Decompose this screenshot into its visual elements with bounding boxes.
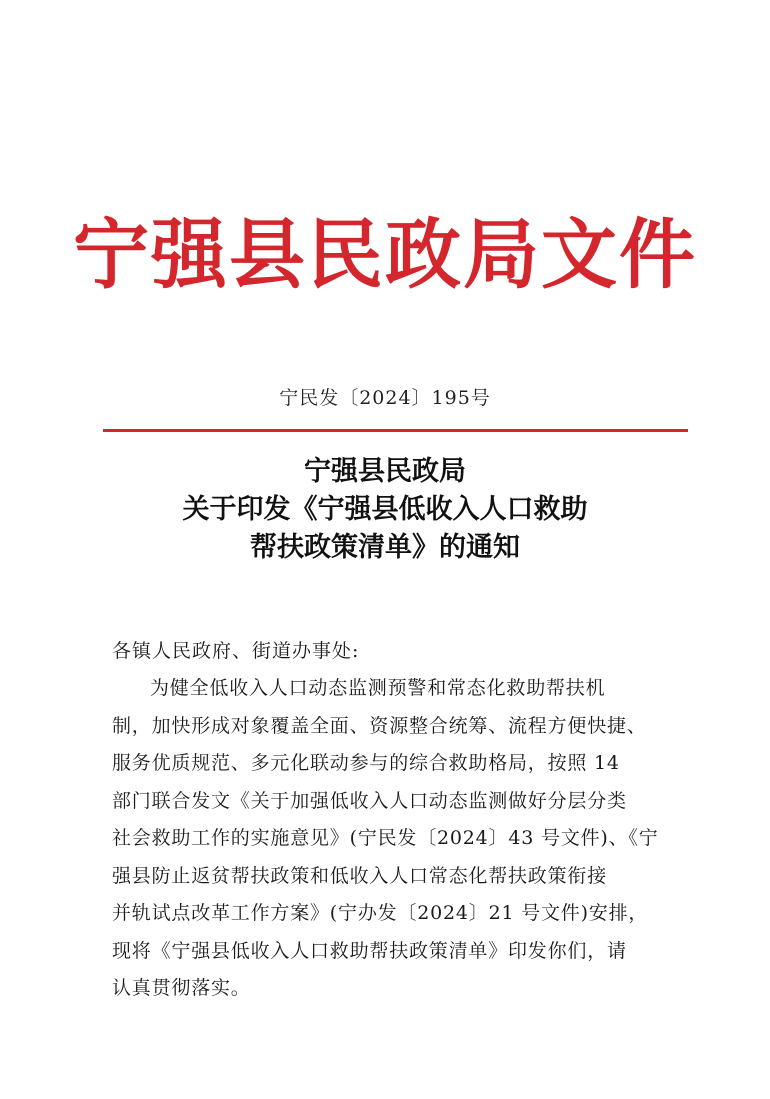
body-line: 为健全低收入人口动态监测预警和常态化救助帮扶机 [150,677,606,699]
body-line: 服务优质规范、多元化联动参与的综合救助格局，按照 14 [112,752,620,774]
salutation: 各镇人民政府、街道办事处: [112,640,360,662]
body-line: 现将《宁强县低收入人口救助帮扶政策清单》印发你们，请 [112,939,627,962]
document-number: 宁民发〔2024〕195号 [279,387,491,409]
body-line: 并轨试点改革工作方案》(宁办发〔2024〕21 号文件)安排， [112,902,649,924]
body-line: 认真贯彻落实。 [112,977,251,999]
notice-title [0,453,770,567]
red-divider-line [103,429,688,432]
body-line: 部门联合发文《关于加强低收入人口动态监测做好分层分类 [112,789,627,812]
body-line: 制，加快形成对象覆盖全面、资源整合统筹、流程方便快捷、 [112,714,647,737]
notice-title-line-2: 关于印发《宁强县低收入人口救助 [182,494,588,525]
body-line: 社会救助工作的实施意见》(宁民发〔2024〕43 号文件)、《宁 [112,827,659,849]
body-paragraph [112,670,667,1008]
document-header-title: 宁强县民政局文件 [73,210,697,299]
body-line: 强县防止返贫帮扶政策和低收入人口常态化帮扶政策衔接 [112,864,608,887]
notice-title-line-3: 帮扶政策清单》的通知 [250,532,520,563]
notice-title-line-1: 宁强县民政局 [304,456,466,487]
